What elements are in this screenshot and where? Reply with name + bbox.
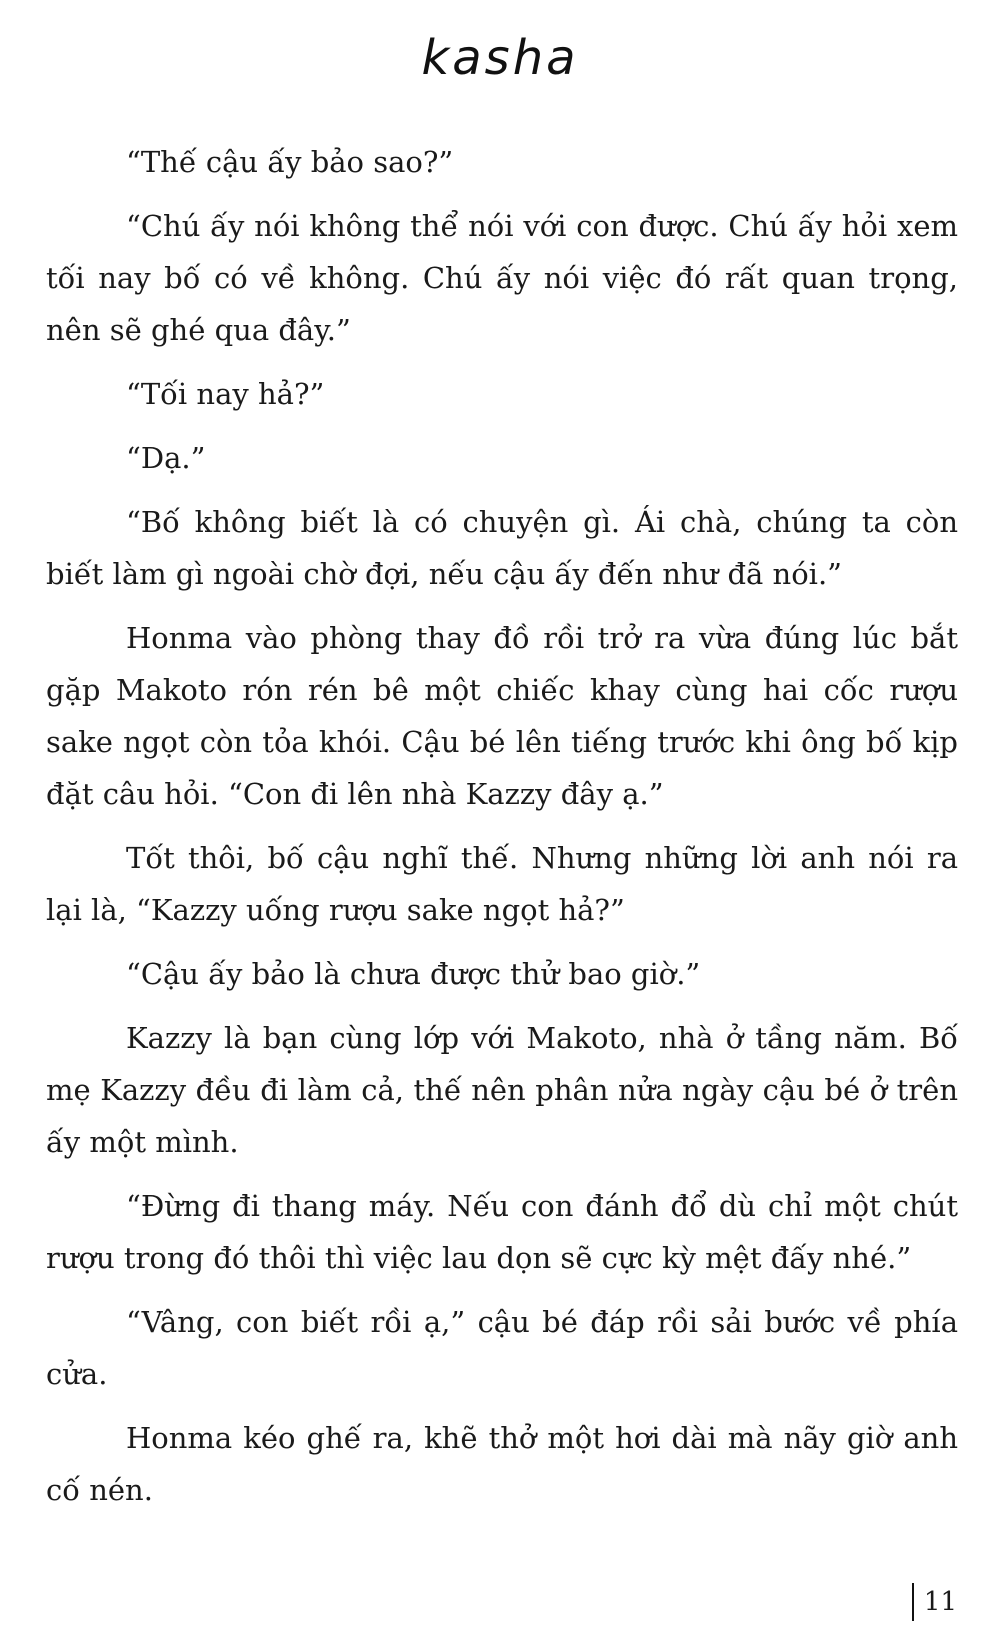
paragraph: “Dạ.” [126, 441, 206, 475]
paragraph: “Cậu ấy bảo là chưa được thử bao giờ.” [126, 957, 701, 991]
paragraph: Honma vào phòng thay đồ rồi trở ra vừa đúng lúc bắt gặp Makoto rón rén bê một chiếc khay cùng hai cốc rượu sake ngọt còn tỏa khói. Cậu bé lên tiếng trước khi ông bố kịp đặt câu hỏi. “Con đi lên nhà Kazzy đây ạ.” [46, 621, 958, 811]
paragraph: “Thế cậu ấy bảo sao?” [126, 145, 454, 179]
paragraph: “Bố không biết là có chuyện gì. Ái chà, chúng ta còn biết làm gì ngoài chờ đợi, nếu cậu ấy đến như đã nói.” [46, 505, 958, 591]
folio-divider [912, 1583, 914, 1621]
page-number: 11 [923, 1587, 957, 1617]
paragraph: “Đừng đi thang máy. Nếu con đánh đổ dù chỉ một chút rượu trong đó thôi thì việc lau dọn sẽ cực kỳ mệt đấy nhé.” [46, 1189, 958, 1275]
paragraph: Kazzy là bạn cùng lớp với Makoto, nhà ở tầng năm. Bố mẹ Kazzy đều đi làm cả, thế nên phân nửa ngày cậu bé ở trên ấy một mình. [46, 1021, 958, 1159]
paragraph: “Tối nay hả?” [126, 377, 325, 411]
running-title: kasha [421, 30, 579, 86]
paragraph: “Chú ấy nói không thể nói với con được. Chú ấy hỏi xem tối nay bố có về không. Chú ấy nói việc đó rất quan trọng, nên sẽ ghé qua đây.” [46, 209, 958, 347]
paragraph: Honma kéo ghế ra, khẽ thở một hơi dài mà nãy giờ anh cố nén. [46, 1421, 958, 1507]
paragraph: “Vâng, con biết rồi ạ,” cậu bé đáp rồi sải bước về phía cửa. [46, 1305, 958, 1391]
page-number-block [912, 1583, 957, 1621]
body-text [46, 136, 958, 1528]
paragraph: Tốt thôi, bố cậu nghĩ thế. Nhưng những lời anh nói ra lại là, “Kazzy uống rượu sake ngọt hả?” [46, 841, 958, 927]
